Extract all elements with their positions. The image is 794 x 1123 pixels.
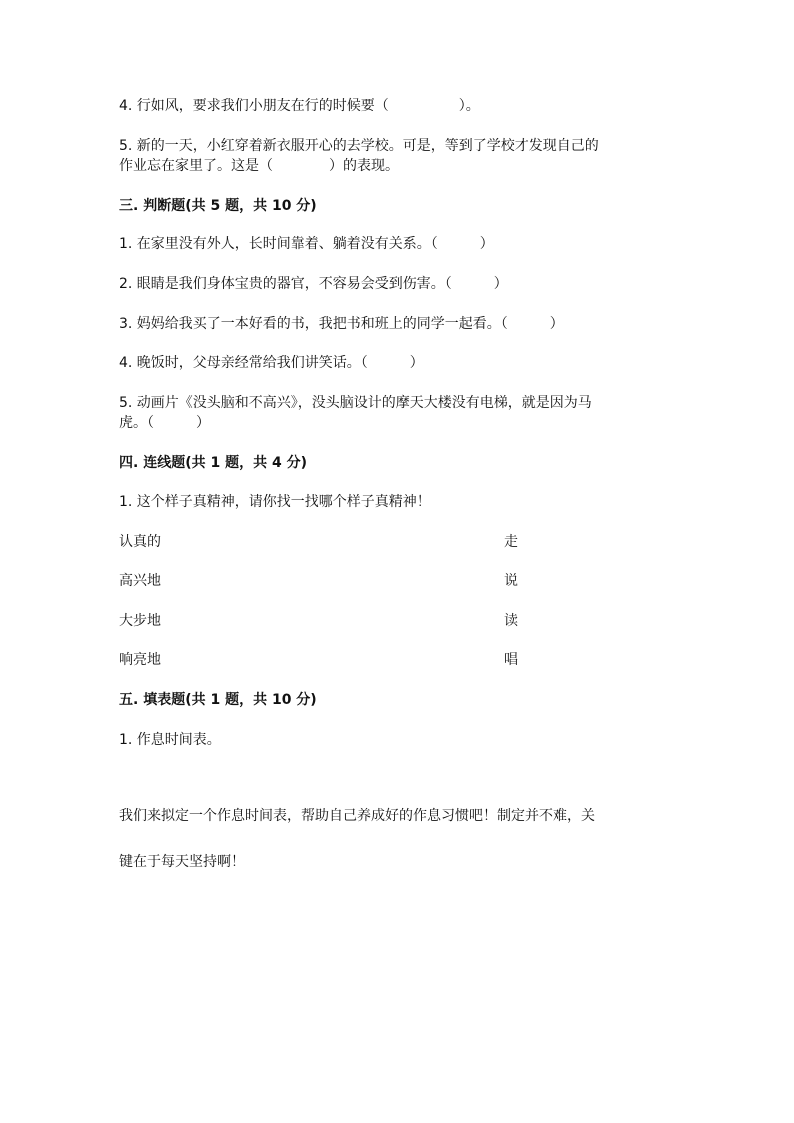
match-right-item: 说	[504, 573, 518, 589]
judge-question-3: 3. 妈妈给我买了一本好看的书，我把书和班上的同学一起看。（ ）	[119, 316, 564, 332]
match-right-item: 走	[504, 534, 518, 550]
matching-question-1: 1. 这个样子真精神，请你找一找哪个样子真精神！	[119, 494, 431, 510]
match-right-item: 唱	[504, 652, 518, 668]
judge-question-1: 1. 在家里没有外人，长时间靠着、躺着没有关系。（ ）	[119, 236, 494, 252]
match-right-item: 读	[504, 613, 518, 629]
instruction-line-1: 我们来拟定一个作息时间表，帮助自己养成好的作息习惯吧！制定并不难，关	[119, 808, 595, 824]
instruction-line-2: 键在于每天坚持啊！	[119, 854, 245, 870]
match-left-item: 高兴地	[119, 573, 161, 589]
question-5-line-2: 作业忘在家里了。这是（ ）的表现。	[119, 158, 399, 174]
match-left-item: 大步地	[119, 613, 161, 629]
table-question-1: 1. 作息时间表。	[119, 732, 221, 748]
question-5-line-1: 5. 新的一天，小红穿着新衣服开心的去学校。可是，等到了学校才发现自己的	[119, 138, 599, 154]
match-left-item: 认真的	[119, 534, 161, 550]
question-4-text: 4. 行如风，要求我们小朋友在行的时候要（ ）。	[119, 98, 480, 114]
section-5-heading: 五. 填表题(共 1 题，共 10 分)	[119, 692, 317, 708]
judge-question-5-line-1: 5. 动画片《没头脑和不高兴》，没头脑设计的摩天大楼没有电梯，就是因为马	[119, 395, 592, 411]
judge-question-5-line-2: 虎。（ ）	[119, 415, 210, 431]
section-3-heading: 三. 判断题(共 5 题，共 10 分)	[119, 198, 317, 214]
judge-question-4: 4. 晚饭时，父母亲经常给我们讲笑话。（ ）	[119, 355, 424, 371]
section-4-heading: 四. 连线题(共 1 题，共 4 分)	[119, 455, 307, 471]
judge-question-2: 2. 眼睛是我们身体宝贵的器官，不容易会受到伤害。（ ）	[119, 276, 508, 292]
match-left-item: 响亮地	[119, 652, 161, 668]
